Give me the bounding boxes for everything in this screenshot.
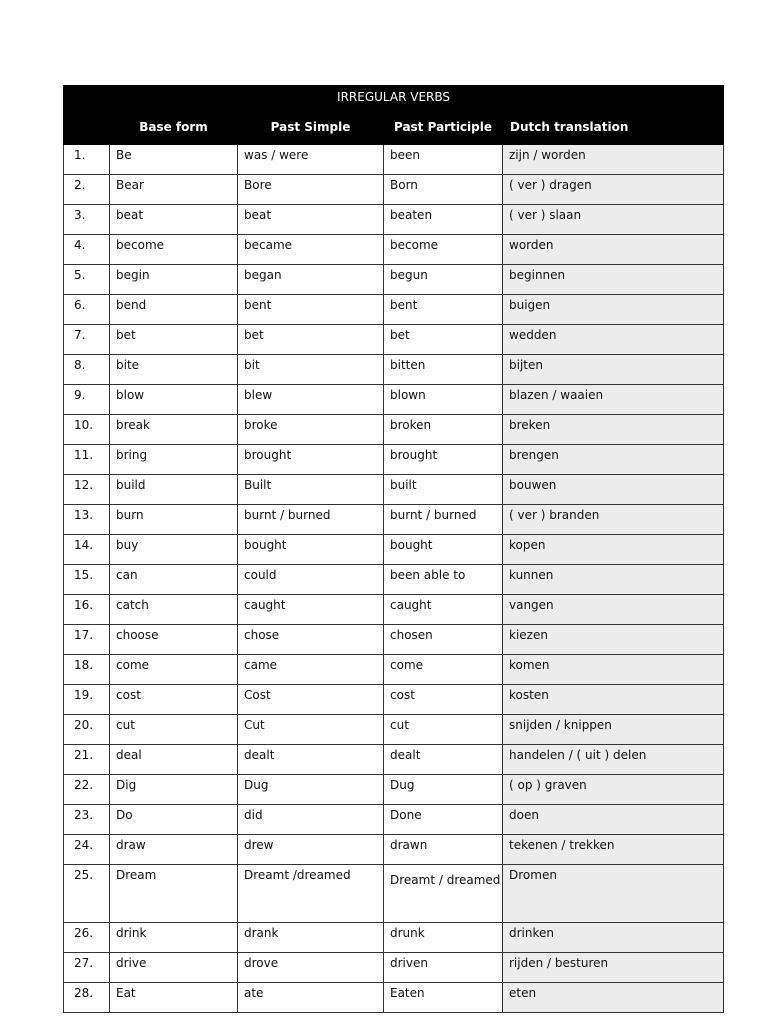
table-row [64,655,724,685]
past-participle-cell: Born [384,175,503,205]
row-number: 25. [64,865,110,923]
past-simple-cell: broke [238,415,384,445]
base-form-cell: Be [110,145,238,175]
irregular-verbs-table [63,85,724,1013]
dutch-translation-cell: ( ver ) dragen [503,175,724,205]
dutch-translation-cell: kiezen [503,625,724,655]
dutch-translation-cell: komen [503,655,724,685]
base-form-cell: Dream [110,865,238,923]
past-participle-cell: broken [384,415,503,445]
past-participle-cell: Done [384,805,503,835]
base-form-cell: cut [110,715,238,745]
past-participle-cell: chosen [384,625,503,655]
base-form-cell: draw [110,835,238,865]
table-row [64,685,724,715]
past-simple-cell: beat [238,205,384,235]
base-form-cell: buy [110,535,238,565]
row-number: 17. [64,625,110,655]
dutch-translation-cell: rijden / besturen [503,953,724,983]
table-row [64,325,724,355]
past-participle-cell: begun [384,265,503,295]
base-form-cell: beat [110,205,238,235]
past-simple-cell: Built [238,475,384,505]
past-participle-cell: blown [384,385,503,415]
dutch-translation-cell: Dromen [503,865,724,923]
base-form-cell: drink [110,923,238,953]
row-number: 9. [64,385,110,415]
table-row [64,775,724,805]
row-number: 12. [64,475,110,505]
past-participle-cell: drunk [384,923,503,953]
row-number: 6. [64,295,110,325]
table-title: IRREGULAR VERBS [64,86,724,109]
past-simple-cell: came [238,655,384,685]
base-form-cell: catch [110,595,238,625]
row-number: 5. [64,265,110,295]
past-participle-cell: drawn [384,835,503,865]
row-number: 14. [64,535,110,565]
table-row [64,535,724,565]
dutch-translation-cell: bouwen [503,475,724,505]
table-row [64,295,724,325]
table-header-row [64,109,724,145]
dutch-translation-cell: beginnen [503,265,724,295]
dutch-translation-cell: vangen [503,595,724,625]
past-simple-cell: bent [238,295,384,325]
past-participle-cell: Dug [384,775,503,805]
base-form-cell: deal [110,745,238,775]
past-participle-cell: dealt [384,745,503,775]
row-number: 28. [64,983,110,1013]
past-simple-cell: drew [238,835,384,865]
dutch-translation-cell: brengen [503,445,724,475]
table-row [64,745,724,775]
table-row [64,355,724,385]
table-row [64,265,724,295]
past-simple-cell: blew [238,385,384,415]
dutch-translation-cell: ( ver ) slaan [503,205,724,235]
past-participle-cell: driven [384,953,503,983]
table-row [64,235,724,265]
past-simple-cell: Bore [238,175,384,205]
dutch-translation-cell: kunnen [503,565,724,595]
table-body [64,145,724,1013]
past-participle-cell: built [384,475,503,505]
past-simple-cell: could [238,565,384,595]
base-form-cell: Eat [110,983,238,1013]
base-form-cell: drive [110,953,238,983]
table-row [64,595,724,625]
past-participle-cell: caught [384,595,503,625]
past-participle-cell: cut [384,715,503,745]
base-form-cell: choose [110,625,238,655]
row-number: 26. [64,923,110,953]
row-number: 22. [64,775,110,805]
past-simple-cell: Cut [238,715,384,745]
table-row [64,625,724,655]
table-row [64,445,724,475]
table-title-row [64,86,724,109]
past-participle-cell: beaten [384,205,503,235]
dutch-translation-cell: eten [503,983,724,1013]
row-number: 10. [64,415,110,445]
dutch-translation-cell: ( op ) graven [503,775,724,805]
past-simple-cell: began [238,265,384,295]
base-form-cell: begin [110,265,238,295]
past-participle-cell: been able to [384,565,503,595]
row-number: 1. [64,145,110,175]
table-row [64,205,724,235]
past-simple-cell: Dreamt /dreamed [238,865,384,923]
row-number: 20. [64,715,110,745]
dutch-translation-cell: bijten [503,355,724,385]
row-number: 23. [64,805,110,835]
table-row [64,175,724,205]
dutch-translation-cell: worden [503,235,724,265]
row-number: 24. [64,835,110,865]
header-past-participle: Past Participle [384,109,503,145]
table-row [64,865,724,923]
base-form-cell: bend [110,295,238,325]
base-form-cell: burn [110,505,238,535]
base-form-cell: bring [110,445,238,475]
dutch-translation-cell: snijden / knippen [503,715,724,745]
dutch-translation-cell: wedden [503,325,724,355]
row-number: 8. [64,355,110,385]
table-row [64,715,724,745]
table-row [64,145,724,175]
past-participle-cell: come [384,655,503,685]
base-form-cell: cost [110,685,238,715]
header-number [64,109,110,145]
past-participle-cell: become [384,235,503,265]
row-number: 19. [64,685,110,715]
row-number: 4. [64,235,110,265]
row-number: 2. [64,175,110,205]
table-row [64,415,724,445]
past-simple-cell: brought [238,445,384,475]
past-participle-cell: Dreamt / dreamed [384,865,503,923]
past-simple-cell: bought [238,535,384,565]
base-form-cell: come [110,655,238,685]
dutch-translation-cell: breken [503,415,724,445]
base-form-cell: build [110,475,238,505]
table-row [64,505,724,535]
dutch-translation-cell: drinken [503,923,724,953]
row-number: 13. [64,505,110,535]
dutch-translation-cell: tekenen / trekken [503,835,724,865]
past-participle-cell: bent [384,295,503,325]
row-number: 3. [64,205,110,235]
row-number: 7. [64,325,110,355]
past-participle-cell: Eaten [384,983,503,1013]
base-form-cell: bet [110,325,238,355]
table-row [64,835,724,865]
header-past-simple: Past Simple [238,109,384,145]
table-row [64,983,724,1013]
past-simple-cell: drank [238,923,384,953]
past-participle-cell: brought [384,445,503,475]
dutch-translation-cell: handelen / ( uit ) delen [503,745,724,775]
row-number: 16. [64,595,110,625]
past-simple-cell: Cost [238,685,384,715]
dutch-translation-cell: buigen [503,295,724,325]
past-participle-cell: bought [384,535,503,565]
past-simple-cell: was / were [238,145,384,175]
past-simple-cell: ate [238,983,384,1013]
past-simple-cell: did [238,805,384,835]
base-form-cell: blow [110,385,238,415]
table-row [64,475,724,505]
past-participle-cell: bet [384,325,503,355]
dutch-translation-cell: zijn / worden [503,145,724,175]
dutch-translation-cell: ( ver ) branden [503,505,724,535]
past-simple-cell: burnt / burned [238,505,384,535]
past-simple-cell: bet [238,325,384,355]
past-simple-cell: drove [238,953,384,983]
base-form-cell: become [110,235,238,265]
past-participle-cell: cost [384,685,503,715]
table-row [64,923,724,953]
dutch-translation-cell: kopen [503,535,724,565]
table-row [64,565,724,595]
dutch-translation-cell: blazen / waaien [503,385,724,415]
base-form-cell: can [110,565,238,595]
past-participle-cell: burnt / burned [384,505,503,535]
base-form-cell: break [110,415,238,445]
dutch-translation-cell: doen [503,805,724,835]
past-simple-cell: chose [238,625,384,655]
row-number: 18. [64,655,110,685]
past-simple-cell: became [238,235,384,265]
past-participle-cell: been [384,145,503,175]
past-simple-cell: dealt [238,745,384,775]
row-number: 21. [64,745,110,775]
past-simple-cell: Dug [238,775,384,805]
past-simple-cell: caught [238,595,384,625]
row-number: 11. [64,445,110,475]
base-form-cell: Dig [110,775,238,805]
table-row [64,953,724,983]
table-row [64,385,724,415]
base-form-cell: bite [110,355,238,385]
past-participle-cell: bitten [384,355,503,385]
base-form-cell: Do [110,805,238,835]
dutch-translation-cell: kosten [503,685,724,715]
header-dutch-translation: Dutch translation [503,109,724,145]
base-form-cell: Bear [110,175,238,205]
row-number: 27. [64,953,110,983]
row-number: 15. [64,565,110,595]
table-row [64,805,724,835]
header-base-form: Base form [110,109,238,145]
past-simple-cell: bit [238,355,384,385]
